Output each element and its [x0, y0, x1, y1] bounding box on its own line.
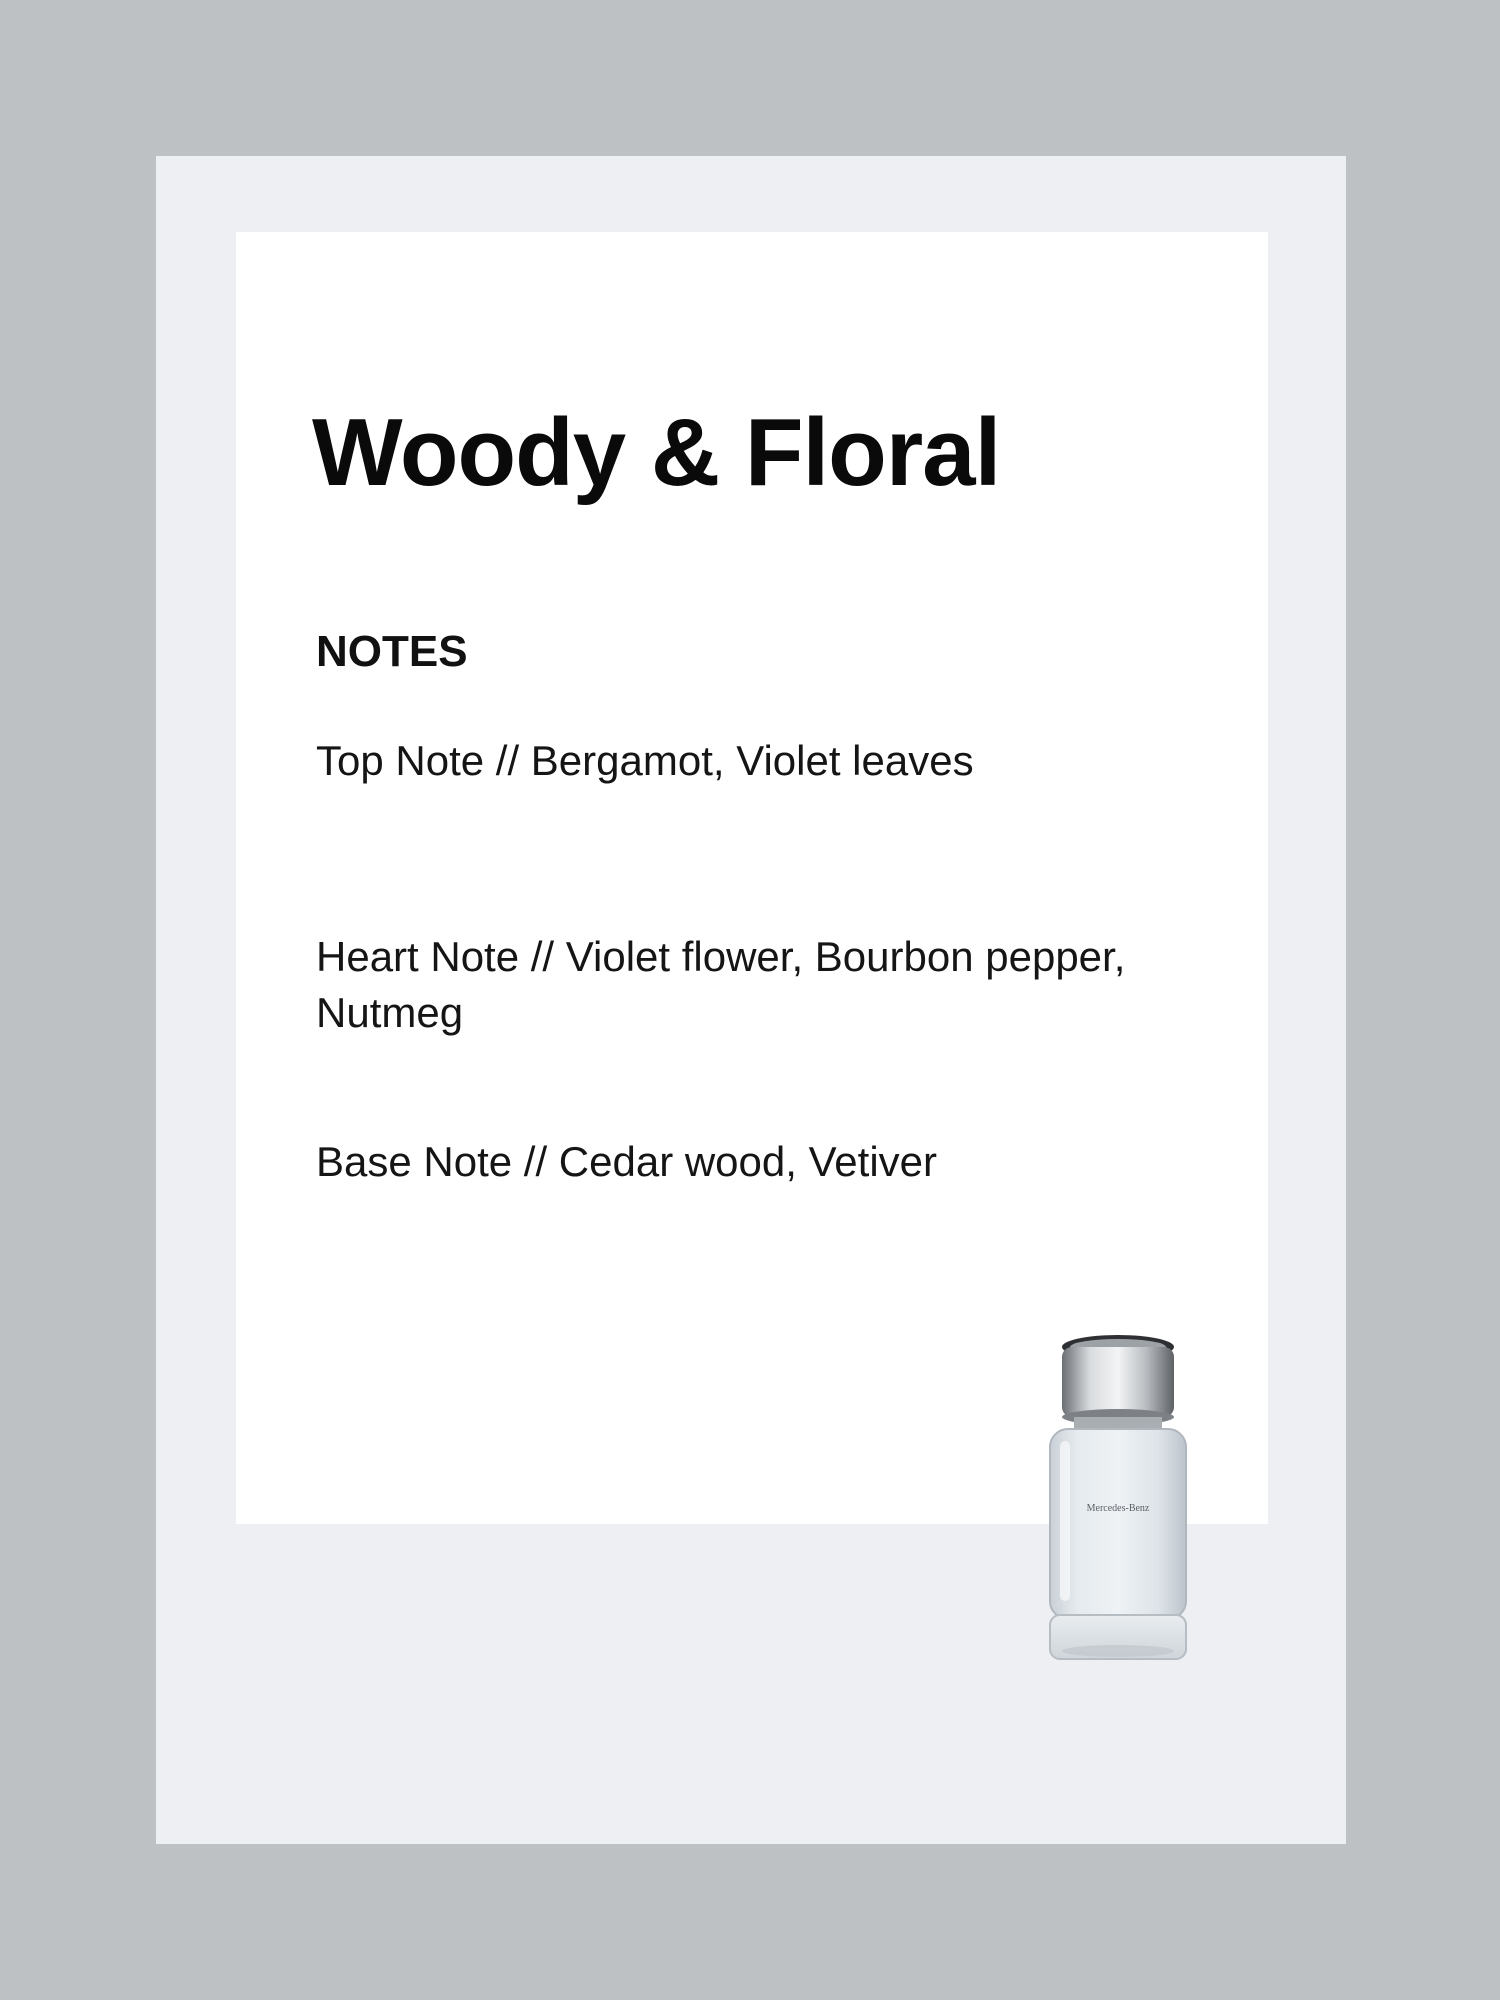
perfume-bottle-icon [1040, 1325, 1240, 1685]
bottle-label: Mercedes-Benz [1086, 1503, 1150, 1514]
heart-note-line-2: Nutmeg [316, 989, 464, 1036]
heart-note-line-1: Heart Note // Violet flower, Bourbon pepper, [316, 933, 1126, 980]
base-note: Base Note // Cedar wood, Vetiver [316, 1138, 937, 1185]
page-title: Woody & Floral [312, 399, 1001, 506]
heart-note [316, 929, 1125, 1041]
top-note: Top Note // Bergamot, Violet leaves [316, 737, 974, 784]
notes-heading: NOTES [316, 627, 468, 676]
perfume-bottle-svg [1040, 1325, 1240, 1685]
